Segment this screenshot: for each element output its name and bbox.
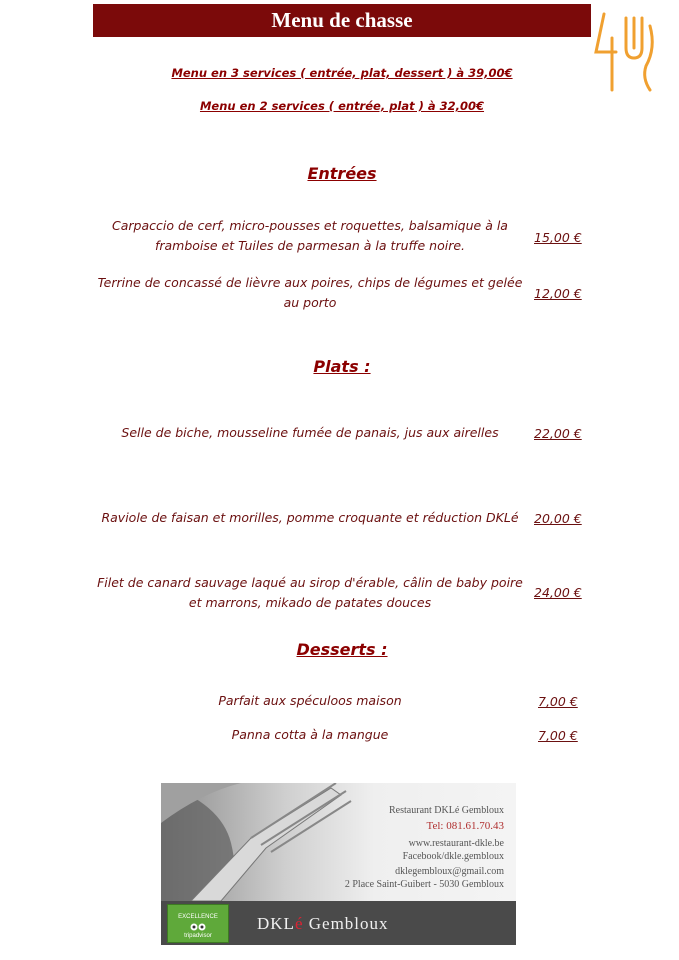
- dish-price: 7,00 €: [538, 728, 578, 743]
- dish-dessert: [93, 725, 527, 745]
- dish-price: 7,00 €: [538, 694, 578, 709]
- dish-price: 12,00 €: [534, 286, 582, 301]
- dish-line: Terrine de concassé de lièvre aux poires, chips de légumes et gelée: [97, 275, 523, 290]
- section-plats: Plats :: [313, 357, 371, 376]
- badge-text: EXCELLENCE: [178, 914, 218, 920]
- page-title: Menu de chasse: [271, 8, 413, 32]
- dish-line: au porto: [283, 295, 337, 310]
- dish-line: Parfait aux spéculoos maison: [218, 693, 402, 708]
- section-entrees: Entrées: [307, 164, 377, 183]
- offer-2-services: Menu en 2 services ( entrée, plat ) à 32,00€: [199, 99, 485, 113]
- offer-3-services: Menu en 3 services ( entrée, plat, dessert ) à 39,00€: [171, 66, 513, 80]
- dish-plat: [93, 573, 527, 613]
- dish-price: 20,00 €: [534, 511, 582, 526]
- dish-line: Filet de canard sauvage laqué au sirop d'érable, câlin de baby poire: [97, 575, 523, 590]
- fork-knife-logo-icon: [590, 8, 665, 94]
- dish-line: Panna cotta à la mangue: [231, 727, 389, 742]
- brand-name: [257, 914, 389, 934]
- dish-entree: [93, 273, 527, 313]
- brand-accent: é: [294, 914, 304, 933]
- dish-line: Carpaccio de cerf, micro-pousses et roquettes, balsamique à la: [112, 218, 508, 233]
- card-facebook: Facebook/dkle.gembloux: [402, 851, 504, 862]
- brand-pre: DKL: [257, 914, 295, 933]
- card-web: www.restaurant-dkle.be: [408, 838, 504, 849]
- dish-entree: [93, 216, 527, 256]
- brand-post: Gembloux: [303, 914, 389, 933]
- dish-price: 24,00 €: [534, 585, 582, 600]
- title-bar: [93, 4, 591, 37]
- dish-dessert: [93, 691, 527, 711]
- restaurant-card: [161, 783, 516, 945]
- dish-plat: [93, 508, 527, 528]
- tripadvisor-badge: [167, 904, 229, 943]
- card-tel: Tel: 081.61.70.43: [426, 820, 504, 832]
- section-desserts: Desserts :: [296, 640, 388, 659]
- card-address: 2 Place Saint-Guibert - 5030 Gembloux: [344, 879, 504, 890]
- card-email: dklegembloux@gmail.com: [395, 866, 504, 877]
- dish-price: 15,00 €: [534, 230, 582, 245]
- dish-line: Selle de biche, mousseline fumée de panais, jus aux airelles: [121, 425, 499, 440]
- tripadvisor-owl-icon: [190, 922, 206, 932]
- badge-brand: tripadvisor: [184, 933, 212, 939]
- dish-line: Raviole de faisan et morilles, pomme croquante et réduction DKLé: [101, 510, 519, 525]
- dish-plat: [93, 423, 527, 443]
- dish-line: et marrons, mikado de patates douces: [188, 595, 432, 610]
- dish-price: 22,00 €: [534, 426, 582, 441]
- dish-line: framboise et Tuiles de parmesan à la truffe noire.: [154, 238, 466, 253]
- card-name: Restaurant DKLé Gembloux: [389, 805, 504, 816]
